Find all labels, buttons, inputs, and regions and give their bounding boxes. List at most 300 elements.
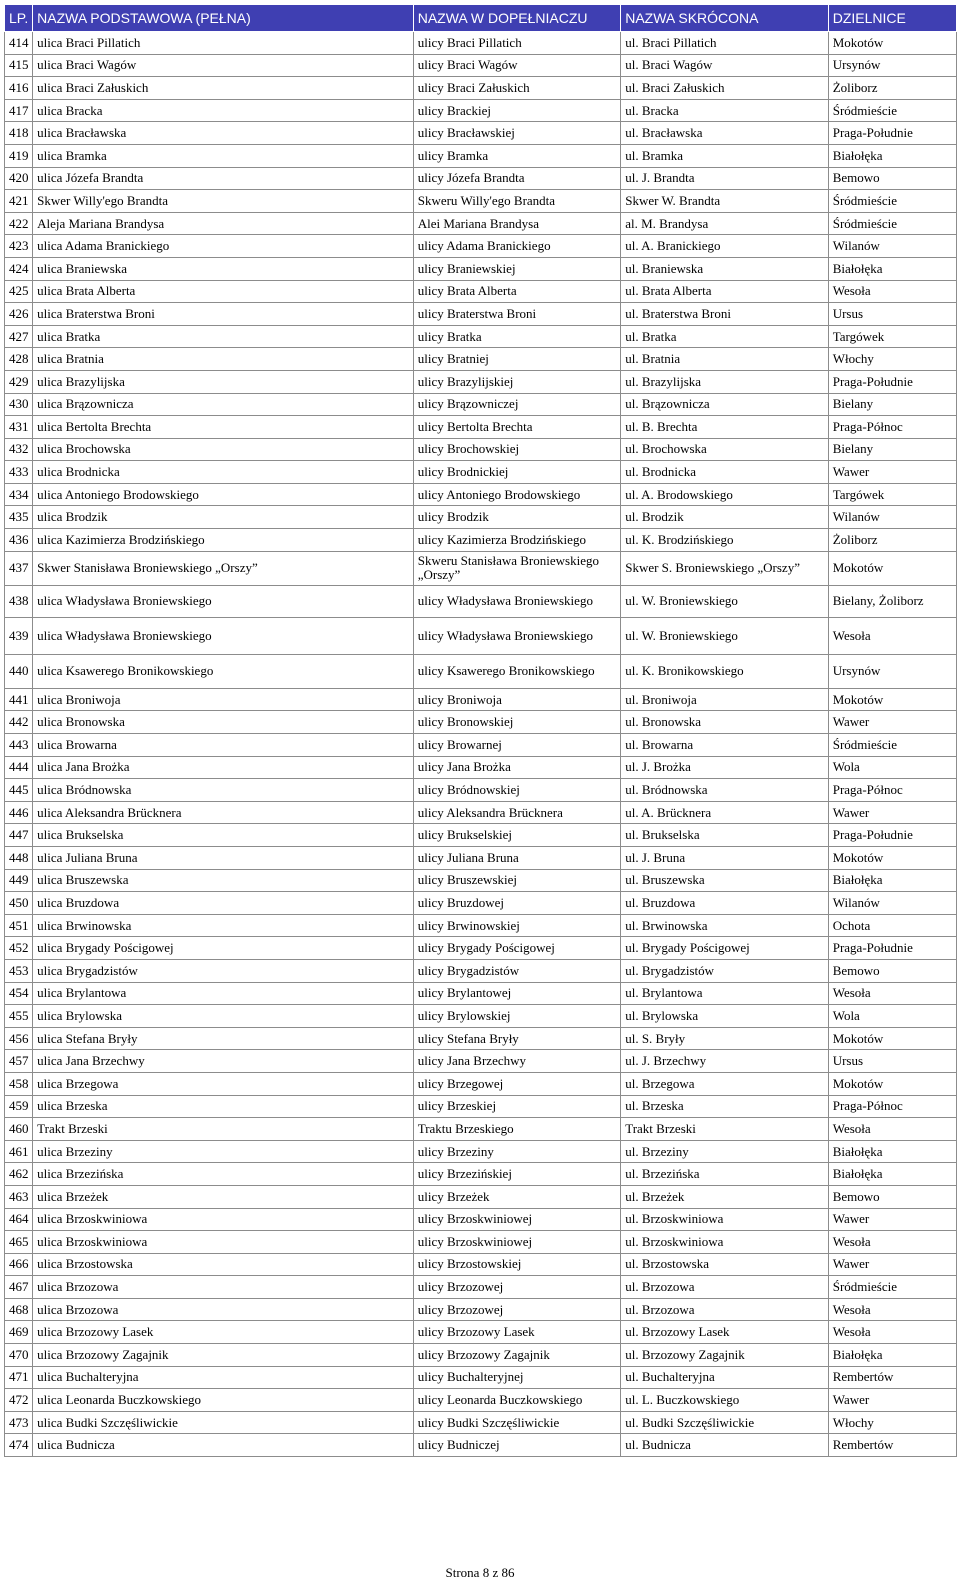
cell-genitive-name: ulicy Broniwoja [413,688,621,711]
cell-short-name: ul. J. Brandta [621,167,829,190]
cell-short-name: ul. Brata Alberta [621,280,829,303]
cell-full-name: ulica Władysława Broniewskiego [33,618,414,655]
cell-districts: Mokotów [828,847,956,870]
cell-genitive-name: ulicy Bronowskiej [413,711,621,734]
cell-districts: Śródmieście [828,734,956,757]
cell-districts: Ursus [828,303,956,326]
table-row [5,54,957,77]
cell-districts: Ursynów [828,654,956,688]
column-header-genitive-name: NAZWA W DOPEŁNIACZU [413,5,621,32]
cell-genitive-name: Alei Mariana Brandysa [413,212,621,235]
cell-genitive-name: ulicy Browarnej [413,734,621,757]
cell-genitive-name: ulicy Władysława Broniewskiego [413,618,621,655]
cell-lp: 466 [5,1253,33,1276]
cell-districts: Białołęka [828,257,956,280]
cell-full-name: ulica Stefana Bryły [33,1027,414,1050]
cell-full-name: ulica Aleksandra Brücknera [33,801,414,824]
cell-short-name: ul. Brązownicza [621,393,829,416]
cell-districts: Bemowo [828,167,956,190]
cell-short-name: ul. Buchalteryjna [621,1366,829,1389]
cell-lp: 422 [5,212,33,235]
table-row [5,212,957,235]
cell-short-name: ul. Bronowska [621,711,829,734]
cell-lp: 426 [5,303,33,326]
cell-full-name: ulica Brylowska [33,1005,414,1028]
column-header-lp: LP. [5,5,33,32]
cell-short-name: ul. Braci Załuskich [621,77,829,100]
cell-lp: 415 [5,54,33,77]
cell-districts: Wesoła [828,1321,956,1344]
cell-lp: 469 [5,1321,33,1344]
cell-full-name: ulica Ksawerego Bronikowskiego [33,654,414,688]
cell-full-name: ulica Brzozowy Lasek [33,1321,414,1344]
cell-full-name: ulica Brązownicza [33,393,414,416]
table-row [5,416,957,439]
cell-full-name: Trakt Brzeski [33,1118,414,1141]
cell-genitive-name: ulicy Budki Szczęśliwickie [413,1411,621,1434]
cell-genitive-name: ulicy Aleksandra Brücknera [413,801,621,824]
cell-genitive-name: ulicy Buchalteryjnej [413,1366,621,1389]
cell-lp: 464 [5,1208,33,1231]
cell-full-name: ulica Budnicza [33,1434,414,1457]
cell-districts: Wawer [828,1253,956,1276]
cell-lp: 471 [5,1366,33,1389]
cell-genitive-name: ulicy Brzeziny [413,1140,621,1163]
cell-districts: Praga-Południe [828,824,956,847]
cell-genitive-name: ulicy Bracławskiej [413,122,621,145]
cell-lp: 449 [5,869,33,892]
cell-full-name: ulica Jana Brzechwy [33,1050,414,1073]
cell-full-name: ulica Bruzdowa [33,892,414,915]
table-row [5,190,957,213]
cell-short-name: Skwer S. Broniewskiego „Orszy” [621,551,829,585]
cell-lp: 453 [5,959,33,982]
cell-genitive-name: ulicy Braniewskiej [413,257,621,280]
cell-genitive-name: Skweru Willy'ego Brandta [413,190,621,213]
table-row [5,1095,957,1118]
cell-short-name: ul. Bruzdowa [621,892,829,915]
table-row [5,1050,957,1073]
cell-lp: 438 [5,585,33,618]
cell-short-name: ul. A. Brücknera [621,801,829,824]
cell-genitive-name: ulicy Brata Alberta [413,280,621,303]
cell-short-name: ul. Bracławska [621,122,829,145]
cell-lp: 459 [5,1095,33,1118]
cell-genitive-name: ulicy Brazylijskiej [413,370,621,393]
cell-full-name: ulica Bracławska [33,122,414,145]
cell-districts: Wawer [828,1389,956,1412]
cell-short-name: ul. Brukselska [621,824,829,847]
table-row [5,303,957,326]
cell-short-name: ul. J. Brzechwy [621,1050,829,1073]
table-row [5,847,957,870]
cell-lp: 461 [5,1140,33,1163]
cell-full-name: ulica Brzezińska [33,1163,414,1186]
cell-full-name: ulica Braniewska [33,257,414,280]
cell-districts: Wawer [828,711,956,734]
cell-full-name: ulica Brwinowska [33,914,414,937]
table-row [5,257,957,280]
cell-districts: Praga-Północ [828,1095,956,1118]
cell-lp: 429 [5,370,33,393]
cell-full-name: ulica Bracka [33,99,414,122]
cell-short-name: ul. B. Brechta [621,416,829,439]
cell-genitive-name: ulicy Brygadzistów [413,959,621,982]
cell-short-name: ul. L. Buczkowskiego [621,1389,829,1412]
cell-short-name: ul. Bródnowska [621,779,829,802]
table-row [5,959,957,982]
cell-full-name: ulica Brygadzistów [33,959,414,982]
cell-genitive-name: ulicy Budniczej [413,1434,621,1457]
table-row [5,506,957,529]
cell-short-name: ul. Brzezińska [621,1163,829,1186]
cell-full-name: ulica Leonarda Buczkowskiego [33,1389,414,1412]
cell-genitive-name: ulicy Braci Pillatich [413,32,621,55]
cell-lp: 439 [5,618,33,655]
cell-lp: 441 [5,688,33,711]
table-row [5,801,957,824]
cell-districts: Wawer [828,1208,956,1231]
table-row [5,325,957,348]
cell-districts: Śródmieście [828,190,956,213]
table-row [5,1434,957,1457]
cell-genitive-name: ulicy Brzegowej [413,1072,621,1095]
table-row [5,1185,957,1208]
cell-districts: Wola [828,1005,956,1028]
cell-full-name: ulica Bramka [33,144,414,167]
cell-genitive-name: ulicy Jana Brzechwy [413,1050,621,1073]
cell-full-name: ulica Bronowska [33,711,414,734]
cell-lp: 424 [5,257,33,280]
cell-districts: Śródmieście [828,1276,956,1299]
table-row [5,711,957,734]
table-row [5,618,957,655]
cell-short-name: ul. Bruszewska [621,869,829,892]
table-body [5,32,957,1457]
cell-genitive-name: ulicy Brukselskiej [413,824,621,847]
cell-full-name: ulica Brzeżek [33,1185,414,1208]
cell-lp: 474 [5,1434,33,1457]
cell-districts: Rembertów [828,1366,956,1389]
cell-districts: Wilanów [828,235,956,258]
cell-lp: 443 [5,734,33,757]
cell-genitive-name: ulicy Brochowskiej [413,438,621,461]
table-row [5,688,957,711]
cell-districts: Targówek [828,483,956,506]
cell-lp: 447 [5,824,33,847]
cell-districts: Mokotów [828,32,956,55]
cell-districts: Białołęka [828,1140,956,1163]
cell-short-name: ul. Brylowska [621,1005,829,1028]
table-row [5,551,957,585]
cell-districts: Żoliborz [828,529,956,552]
cell-districts: Śródmieście [828,99,956,122]
table-row [5,1389,957,1412]
cell-genitive-name: ulicy Brylantowej [413,982,621,1005]
cell-full-name: ulica Brochowska [33,438,414,461]
cell-districts: Białołęka [828,1344,956,1367]
column-header-districts: DZIELNICE [828,5,956,32]
table-row [5,529,957,552]
table-row [5,1208,957,1231]
cell-genitive-name: ulicy Brodnickiej [413,461,621,484]
cell-lp: 450 [5,892,33,915]
cell-districts: Bielany [828,438,956,461]
table-row [5,167,957,190]
cell-genitive-name: ulicy Brzezińskiej [413,1163,621,1186]
cell-lp: 445 [5,779,33,802]
cell-genitive-name: ulicy Bruzdowej [413,892,621,915]
cell-lp: 457 [5,1050,33,1073]
table-row [5,1344,957,1367]
cell-full-name: Aleja Mariana Brandysa [33,212,414,235]
cell-lp: 433 [5,461,33,484]
street-names-table [4,4,957,1457]
cell-lp: 468 [5,1298,33,1321]
cell-full-name: ulica Brygady Pościgowej [33,937,414,960]
table-row [5,937,957,960]
cell-districts: Wola [828,756,956,779]
table-row [5,1411,957,1434]
table-row [5,1253,957,1276]
cell-short-name: ul. Brzoskwiniowa [621,1231,829,1254]
cell-genitive-name: ulicy Brzostowskiej [413,1253,621,1276]
cell-genitive-name: ulicy Bratka [413,325,621,348]
cell-districts: Śródmieście [828,212,956,235]
table-row [5,1276,957,1299]
table-row [5,99,957,122]
cell-full-name: ulica Brzozowa [33,1298,414,1321]
table-row [5,1231,957,1254]
cell-districts: Wesoła [828,618,956,655]
cell-lp: 458 [5,1072,33,1095]
cell-short-name: ul. Brylantowa [621,982,829,1005]
cell-districts: Wesoła [828,1298,956,1321]
page-number: Strona 8 z 86 [445,1565,515,1580]
table-row [5,483,957,506]
cell-lp: 437 [5,551,33,585]
cell-lp: 416 [5,77,33,100]
cell-full-name: ulica Braci Pillatich [33,32,414,55]
table-row [5,32,957,55]
cell-lp: 465 [5,1231,33,1254]
cell-genitive-name: ulicy Brzeskiej [413,1095,621,1118]
cell-genitive-name: ulicy Brodzik [413,506,621,529]
cell-districts: Wesoła [828,280,956,303]
cell-districts: Białołęka [828,144,956,167]
cell-districts: Wilanów [828,892,956,915]
cell-lp: 442 [5,711,33,734]
cell-short-name: ul. Brzoskwiniowa [621,1208,829,1231]
table-row [5,393,957,416]
cell-genitive-name: ulicy Bratniej [413,348,621,371]
cell-full-name: ulica Brzegowa [33,1072,414,1095]
cell-districts: Praga-Południe [828,370,956,393]
cell-districts: Ursus [828,1050,956,1073]
cell-full-name: ulica Kazimierza Brodzińskiego [33,529,414,552]
table-row [5,1298,957,1321]
cell-full-name: ulica Braterstwa Broni [33,303,414,326]
cell-lp: 421 [5,190,33,213]
cell-full-name: ulica Brzeziny [33,1140,414,1163]
cell-districts: Praga-Północ [828,416,956,439]
cell-short-name: ul. J. Brożka [621,756,829,779]
cell-short-name: ul. Bramka [621,144,829,167]
cell-lp: 434 [5,483,33,506]
cell-lp: 440 [5,654,33,688]
cell-lp: 473 [5,1411,33,1434]
cell-short-name: ul. Brzeska [621,1095,829,1118]
cell-full-name: ulica Braci Wagów [33,54,414,77]
cell-short-name: ul. A. Brodowskiego [621,483,829,506]
cell-short-name: ul. Brzeżek [621,1185,829,1208]
cell-genitive-name: ulicy Brzoskwiniowej [413,1208,621,1231]
table-row [5,144,957,167]
table-row [5,869,957,892]
cell-short-name: ul. Braniewska [621,257,829,280]
cell-full-name: ulica Bruszewska [33,869,414,892]
table-row [5,585,957,618]
cell-genitive-name: ulicy Braci Wagów [413,54,621,77]
cell-districts: Ursynów [828,54,956,77]
cell-lp: 419 [5,144,33,167]
cell-lp: 432 [5,438,33,461]
cell-short-name: ul. Budnicza [621,1434,829,1457]
cell-short-name: ul. W. Broniewskiego [621,585,829,618]
cell-full-name: ulica Browarna [33,734,414,757]
cell-lp: 414 [5,32,33,55]
cell-full-name: ulica Brzostowska [33,1253,414,1276]
cell-lp: 451 [5,914,33,937]
cell-full-name: ulica Bertolta Brechta [33,416,414,439]
cell-districts: Białołęka [828,1163,956,1186]
cell-short-name: al. M. Brandysa [621,212,829,235]
cell-districts: Włochy [828,348,956,371]
cell-genitive-name: ulicy Leonarda Buczkowskiego [413,1389,621,1412]
cell-genitive-name: ulicy Kazimierza Brodzińskiego [413,529,621,552]
cell-districts: Praga-Południe [828,122,956,145]
cell-genitive-name: ulicy Juliana Bruna [413,847,621,870]
cell-lp: 462 [5,1163,33,1186]
cell-short-name: Skwer W. Brandta [621,190,829,213]
cell-full-name: ulica Braci Załuskich [33,77,414,100]
cell-lp: 454 [5,982,33,1005]
cell-full-name: ulica Antoniego Brodowskiego [33,483,414,506]
cell-short-name: ul. A. Branickiego [621,235,829,258]
cell-genitive-name: ulicy Ksawerego Bronikowskiego [413,654,621,688]
table-row [5,1027,957,1050]
cell-districts: Wesoła [828,982,956,1005]
cell-lp: 435 [5,506,33,529]
cell-short-name: ul. Broniwoja [621,688,829,711]
cell-short-name: ul. Brzozowy Zagajnik [621,1344,829,1367]
cell-lp: 467 [5,1276,33,1299]
cell-lp: 452 [5,937,33,960]
cell-lp: 418 [5,122,33,145]
cell-genitive-name: ulicy Brzozowy Lasek [413,1321,621,1344]
cell-short-name: ul. Brygady Pościgowej [621,937,829,960]
cell-full-name: ulica Bratnia [33,348,414,371]
cell-full-name: ulica Józefa Brandta [33,167,414,190]
cell-lp: 423 [5,235,33,258]
cell-districts: Bielany, Żoliborz [828,585,956,618]
cell-full-name: ulica Brzozowa [33,1276,414,1299]
cell-full-name: ulica Brylantowa [33,982,414,1005]
cell-short-name: ul. Budki Szczęśliwickie [621,1411,829,1434]
cell-districts: Mokotów [828,1027,956,1050]
cell-full-name: Skwer Stanisława Broniewskiego „Orszy” [33,551,414,585]
table-row [5,348,957,371]
cell-genitive-name: ulicy Brygady Pościgowej [413,937,621,960]
table-row [5,370,957,393]
table-header-row [5,5,957,32]
cell-districts: Mokotów [828,1072,956,1095]
cell-lp: 431 [5,416,33,439]
table-row [5,1163,957,1186]
table-row [5,280,957,303]
table-row [5,461,957,484]
cell-lp: 470 [5,1344,33,1367]
cell-districts: Praga-Północ [828,779,956,802]
cell-short-name: ul. Brzeziny [621,1140,829,1163]
table-row [5,824,957,847]
cell-districts: Żoliborz [828,77,956,100]
cell-short-name: ul. Brzegowa [621,1072,829,1095]
table-row [5,734,957,757]
cell-lp: 446 [5,801,33,824]
cell-genitive-name: ulicy Brzeżek [413,1185,621,1208]
cell-districts: Wesoła [828,1231,956,1254]
cell-short-name: ul. W. Broniewskiego [621,618,829,655]
table-row [5,77,957,100]
table-row [5,1118,957,1141]
cell-genitive-name: ulicy Bramka [413,144,621,167]
cell-genitive-name: ulicy Adama Branickiego [413,235,621,258]
cell-short-name: ul. Brzozowa [621,1298,829,1321]
cell-full-name: ulica Buchalteryjna [33,1366,414,1389]
cell-full-name: ulica Brzoskwiniowa [33,1208,414,1231]
cell-districts: Targówek [828,325,956,348]
table-row [5,1321,957,1344]
cell-districts: Wawer [828,801,956,824]
cell-lp: 444 [5,756,33,779]
table-row [5,1366,957,1389]
cell-lp: 420 [5,167,33,190]
cell-short-name: ul. Brodnicka [621,461,829,484]
cell-short-name: ul. Brzostowska [621,1253,829,1276]
cell-districts: Mokotów [828,688,956,711]
cell-full-name: ulica Brzozowy Zagajnik [33,1344,414,1367]
cell-genitive-name: ulicy Brwinowskiej [413,914,621,937]
cell-lp: 456 [5,1027,33,1050]
cell-full-name: ulica Władysława Broniewskiego [33,585,414,618]
cell-genitive-name: ulicy Brzozowy Zagajnik [413,1344,621,1367]
cell-short-name: ul. J. Bruna [621,847,829,870]
cell-short-name: ul. Brzozowa [621,1276,829,1299]
cell-full-name: ulica Jana Brożka [33,756,414,779]
cell-lp: 448 [5,847,33,870]
cell-full-name: ulica Brazylijska [33,370,414,393]
cell-lp: 417 [5,99,33,122]
cell-lp: 428 [5,348,33,371]
cell-short-name: ul. K. Bronikowskiego [621,654,829,688]
cell-short-name: ul. Bratka [621,325,829,348]
cell-genitive-name: ulicy Bródnowskiej [413,779,621,802]
cell-full-name: ulica Brata Alberta [33,280,414,303]
table-row [5,654,957,688]
table-row [5,1072,957,1095]
table-row [5,1140,957,1163]
